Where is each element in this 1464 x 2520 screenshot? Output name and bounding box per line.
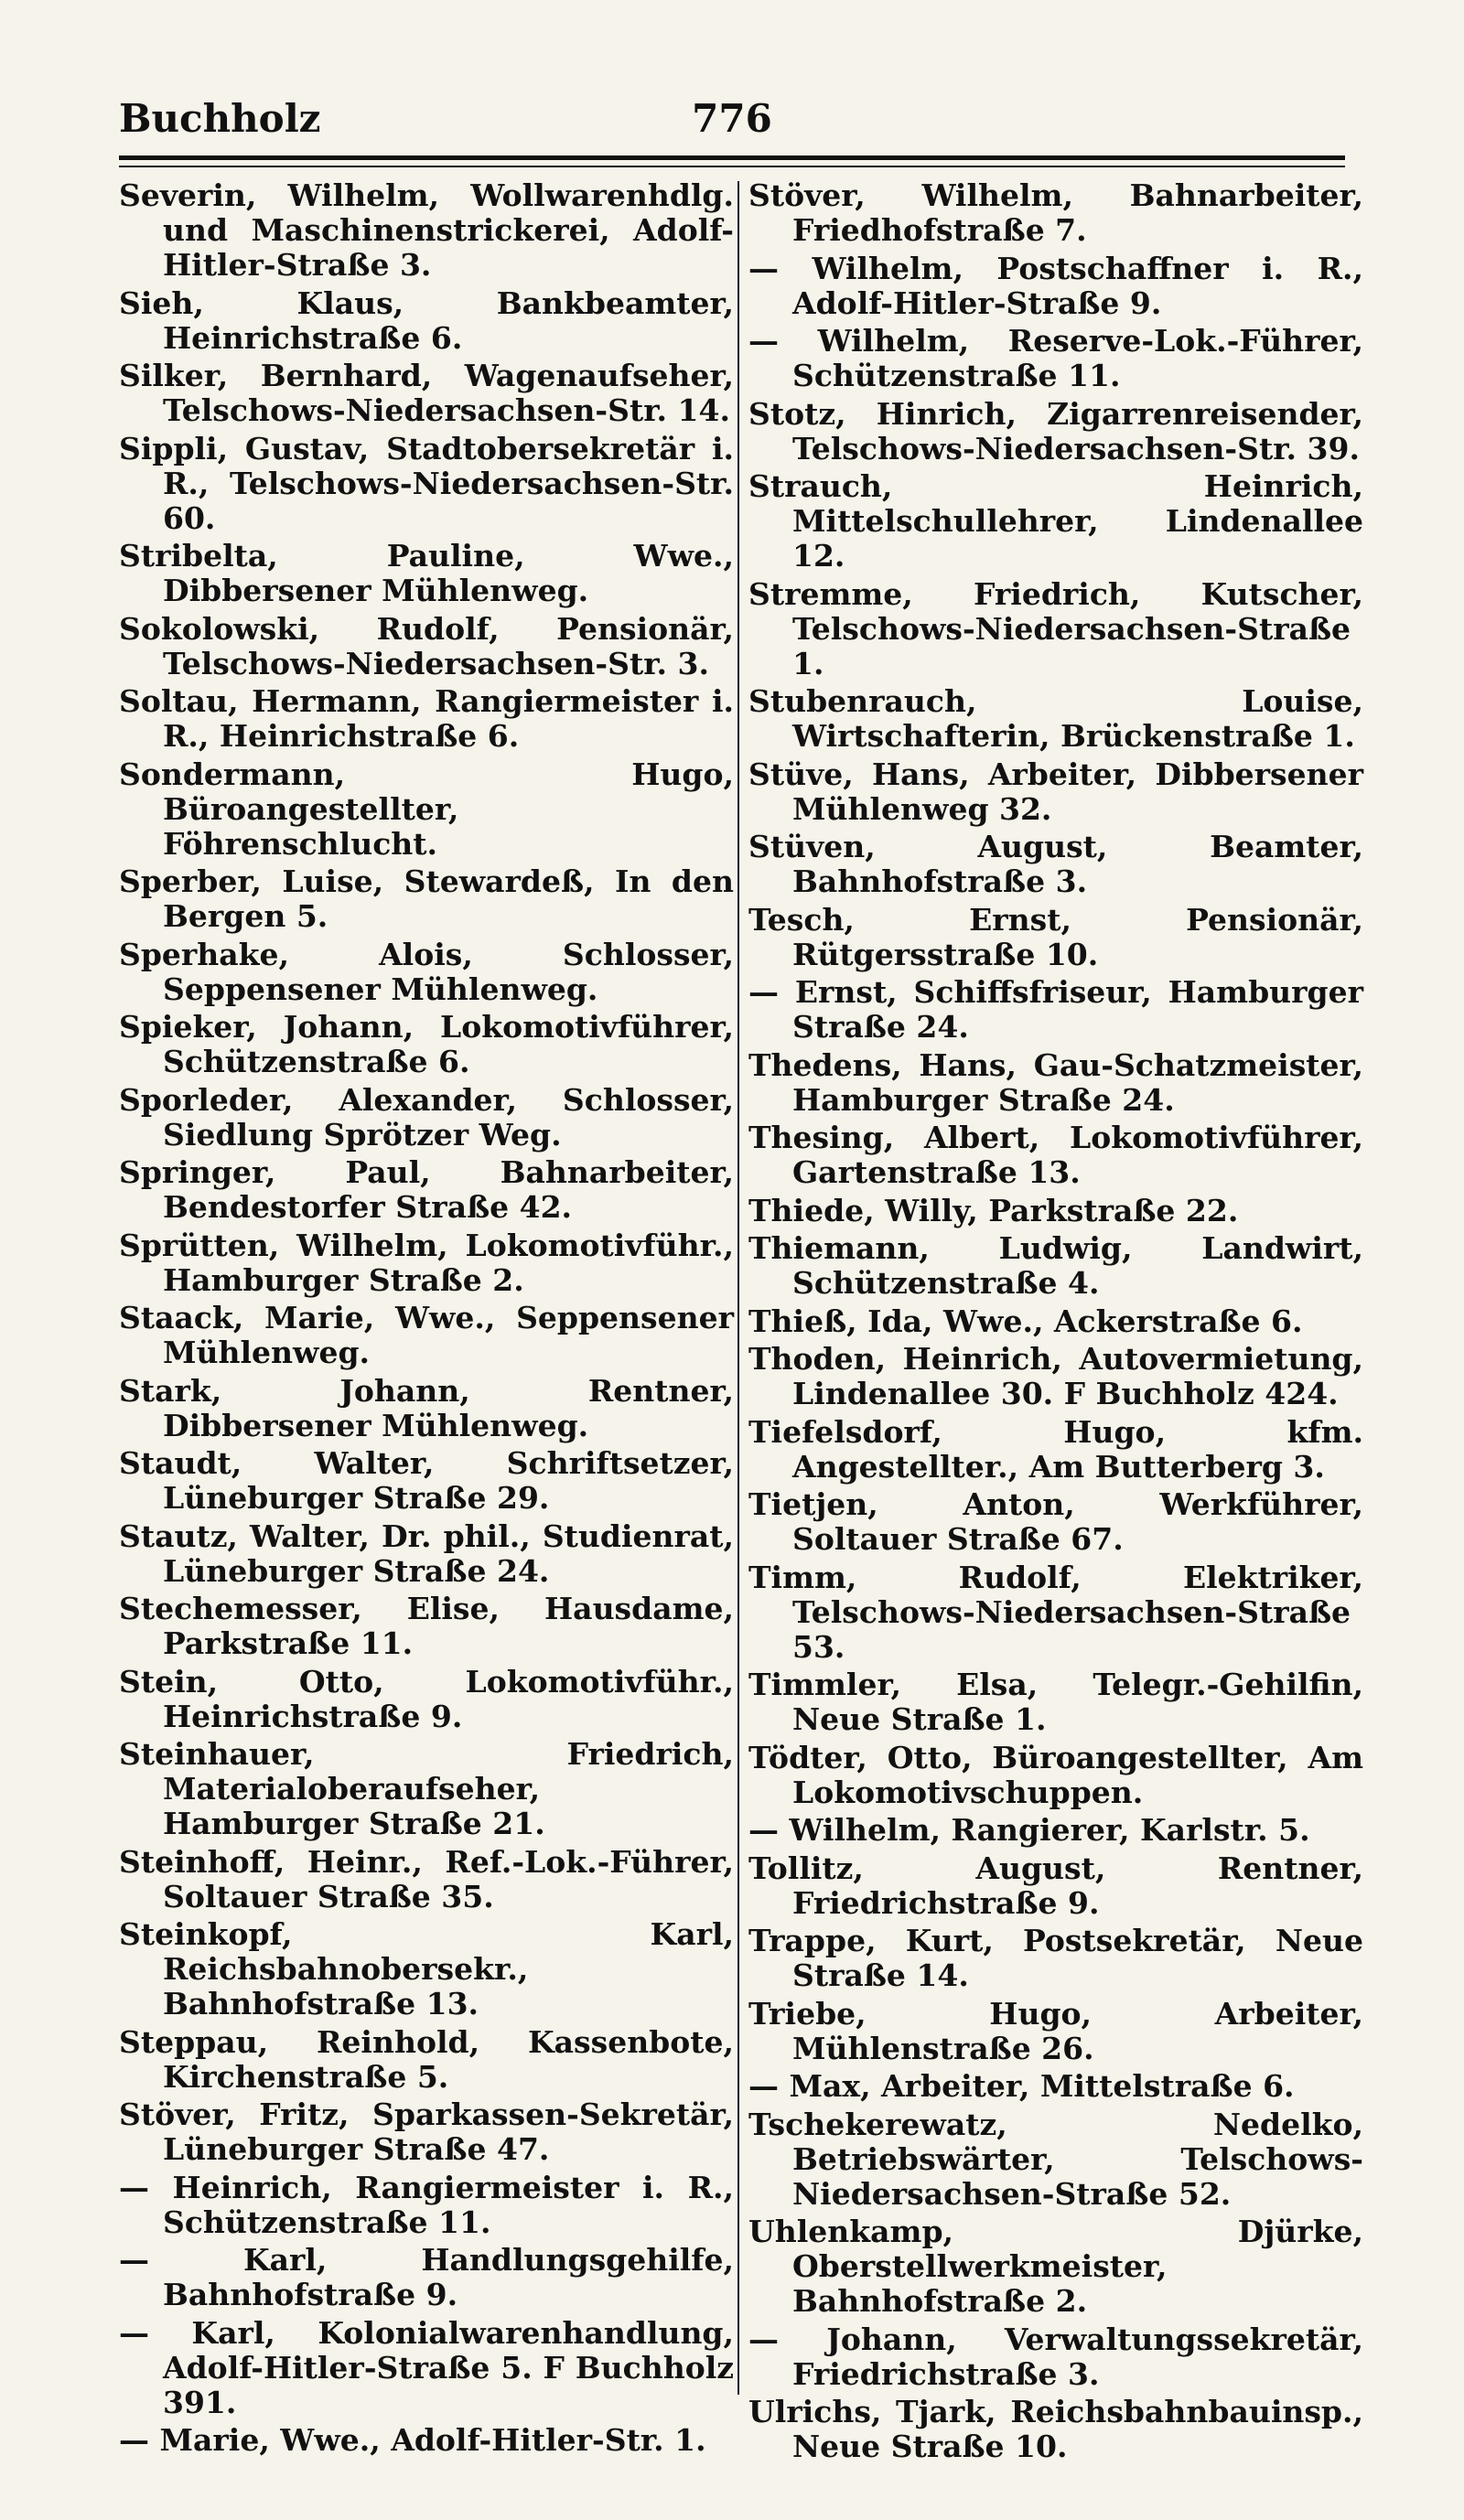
directory-entry: Trappe, Kurt, Postsekretär, Neue Straße 14. bbox=[748, 1923, 1363, 1993]
directory-entry: — Wilhelm, Postschaffner i. R., Adolf-Hitler-Straße 9. bbox=[748, 250, 1363, 321]
directory-entry: Thiede, Willy, Parkstraße 22. bbox=[748, 1192, 1239, 1228]
directory-entry: Staudt, Walter, Schriftsetzer, Lüneburger Straße 29. bbox=[119, 1445, 734, 1516]
directory-entry: — Karl, Kolonialwarenhandlung, Adolf-Hitler-Straße 5. F Buchholz 391. bbox=[119, 2314, 734, 2420]
directory-entry: Severin, Wilhelm, Wollwarenhdlg. und Maschinenstrickerei, Adolf-Hitler-Straße 3. bbox=[119, 177, 734, 283]
column-divider bbox=[737, 181, 739, 2395]
directory-entry: Strauch, Heinrich, Mittelschullehrer, Lindenallee 12. bbox=[748, 468, 1363, 574]
directory-entry: — Wilhelm, Rangierer, Karlstr. 5. bbox=[748, 1812, 1310, 1848]
right-column bbox=[748, 178, 1363, 2468]
directory-entry: Spieker, Johann, Lokomotivführer, Schützenstraße 6. bbox=[119, 1009, 734, 1079]
directory-entry: — Ernst, Schiffsfriseur, Hamburger Straße 24. bbox=[748, 974, 1363, 1045]
directory-entry: Steinhoff, Heinr., Ref.-Lok.-Führer, Soltauer Straße 35. bbox=[119, 1843, 734, 1914]
directory-entry: — Max, Arbeiter, Mittelstraße 6. bbox=[748, 2068, 1295, 2104]
directory-entry: Sprütten, Wilhelm, Lokomotivführ., Hamburger Straße 2. bbox=[119, 1227, 734, 1298]
directory-entry: Stechemesser, Elise, Hausdame, Parkstraße 11. bbox=[119, 1591, 734, 1661]
directory-entry: Stöver, Fritz, Sparkassen-Sekretär, Lüneburger Straße 47. bbox=[119, 2096, 734, 2167]
directory-entry: Soltau, Hermann, Rangiermeister i. R., Heinrichstraße 6. bbox=[119, 683, 734, 754]
directory-entry: Tiefelsdorf, Hugo, kfm. Angestellter., Am Butterberg 3. bbox=[748, 1413, 1363, 1485]
directory-entry: — Marie, Wwe., Adolf-Hitler-Str. 1. bbox=[119, 2422, 706, 2458]
directory-entry: Thedens, Hans, Gau-Schatzmeister, Hamburger Straße 24. bbox=[748, 1046, 1363, 1118]
directory-entry: Tesch, Ernst, Pensionär, Rütgersstraße 10. bbox=[748, 901, 1363, 972]
directory-entry: Stüve, Hans, Arbeiter, Dibbersener Mühlenweg 32. bbox=[748, 756, 1363, 827]
left-column bbox=[119, 178, 734, 2461]
directory-entry: Sondermann, Hugo, Büroangestellter, Föhrenschlucht. bbox=[119, 756, 734, 862]
directory-entry: Timm, Rudolf, Elektriker, Telschows-Niedersachsen-Straße 53. bbox=[748, 1559, 1363, 1665]
directory-entry: Sippli, Gustav, Stadtobersekretär i. R., Telschows-Niedersachsen-Str. 60. bbox=[119, 430, 734, 536]
directory-entry: Staack, Marie, Wwe., Seppensener Mühlenweg. bbox=[119, 1300, 734, 1370]
directory-entry: Steinkopf, Karl, Reichsbahnobersekr., Bahnhofstraße 13. bbox=[119, 1916, 734, 2021]
directory-entry: Stark, Johann, Rentner, Dibbersener Mühlenweg. bbox=[119, 1372, 734, 1443]
directory-entry: Silker, Bernhard, Wagenaufseher, Telschows-Niedersachsen-Str. 14. bbox=[119, 358, 734, 428]
directory-entry: Ulrichs, Tjark, Reichsbahnbauinsp., Neue Straße 10. bbox=[748, 2394, 1363, 2464]
directory-entry: Stribelta, Pauline, Wwe., Dibbersener Mühlenweg. bbox=[119, 538, 734, 608]
directory-entry: — Heinrich, Rangiermeister i. R., Schützenstraße 11. bbox=[119, 2169, 734, 2240]
directory-entry: — Johann, Verwaltungssekretär, Friedrichstraße 3. bbox=[748, 2321, 1363, 2392]
directory-entry: Sperhake, Alois, Schlosser, Seppensener Mühlenweg. bbox=[119, 936, 734, 1007]
directory-entry: Thieß, Ida, Wwe., Ackerstraße 6. bbox=[748, 1303, 1303, 1339]
directory-entry: Timmler, Elsa, Telegr.-Gehilfin, Neue Straße 1. bbox=[748, 1667, 1363, 1737]
directory-entry: Steppau, Reinhold, Kassenbote, Kirchenstraße 5. bbox=[119, 2023, 734, 2095]
directory-entry: Thesing, Albert, Lokomotivführer, Gartenstraße 13. bbox=[748, 1120, 1363, 1190]
directory-entry: Tietjen, Anton, Werkführer, Soltauer Straße 67. bbox=[748, 1486, 1363, 1557]
header-rule-thin bbox=[119, 166, 1345, 167]
page-header bbox=[119, 87, 1345, 145]
directory-entry: — Wilhelm, Reserve-Lok.-Führer, Schützenstraße 11. bbox=[748, 323, 1363, 393]
directory-entry: Thoden, Heinrich, Autovermietung, Lindenallee 30. F Buchholz 424. bbox=[748, 1341, 1363, 1411]
header-rule-thick bbox=[119, 155, 1345, 160]
directory-entry: Thiemann, Ludwig, Landwirt, Schützenstraße 4. bbox=[748, 1230, 1363, 1301]
page-number: 776 bbox=[692, 96, 772, 141]
directory-entry: Sporleder, Alexander, Schlosser, Siedlung Sprötzer Weg. bbox=[119, 1081, 734, 1153]
directory-entry: Sperber, Luise, Stewardeß, In den Bergen 5. bbox=[119, 863, 734, 934]
directory-entry: Stein, Otto, Lokomotivführ., Heinrichstraße 9. bbox=[119, 1663, 734, 1734]
directory-entry: Sokolowski, Rudolf, Pensionär, Telschows-Niedersachsen-Str. 3. bbox=[119, 610, 734, 681]
directory-entry: — Karl, Handlungsgehilfe, Bahnhofstraße 9. bbox=[119, 2242, 734, 2312]
directory-entry: Stüven, August, Beamter, Bahnhofstraße 3. bbox=[748, 829, 1363, 899]
running-head: Buchholz bbox=[119, 96, 321, 141]
directory-entry: Stremme, Friedrich, Kutscher, Telschows-Niedersachsen-Straße 1. bbox=[748, 575, 1363, 681]
directory-entry: Stotz, Hinrich, Zigarrenreisender, Telschows-Niedersachsen-Str. 39. bbox=[748, 395, 1363, 466]
directory-entry: Sieh, Klaus, Bankbeamter, Heinrichstraße 6. bbox=[119, 284, 734, 356]
directory-entry: Springer, Paul, Bahnarbeiter, Bendestorfer Straße 42. bbox=[119, 1154, 734, 1225]
directory-entry: Tödter, Otto, Büroangestellter, Am Lokomotivschuppen. bbox=[748, 1739, 1363, 1810]
directory-entry: Tschekerewatz, Nedelko, Betriebswärter, Telschows-Niedersachsen-Straße 52. bbox=[748, 2106, 1363, 2212]
directory-entry: Stöver, Wilhelm, Bahnarbeiter, Friedhofstraße 7. bbox=[748, 177, 1363, 248]
directory-entry: Uhlenkamp, Djürke, Oberstellwerkmeister, Bahnhofstraße 2. bbox=[748, 2214, 1363, 2319]
directory-entry: Tollitz, August, Rentner, Friedrichstraße 9. bbox=[748, 1850, 1363, 1921]
directory-entry: Triebe, Hugo, Arbeiter, Mühlenstraße 26. bbox=[748, 1995, 1363, 2066]
directory-entry: Stautz, Walter, Dr. phil., Studienrat, Lüneburger Straße 24. bbox=[119, 1517, 734, 1589]
directory-entry: Stubenrauch, Louise, Wirtschafterin, Brückenstraße 1. bbox=[748, 683, 1363, 754]
directory-entry: Steinhauer, Friedrich, Materialoberaufseher, Hamburger Straße 21. bbox=[119, 1736, 734, 1841]
